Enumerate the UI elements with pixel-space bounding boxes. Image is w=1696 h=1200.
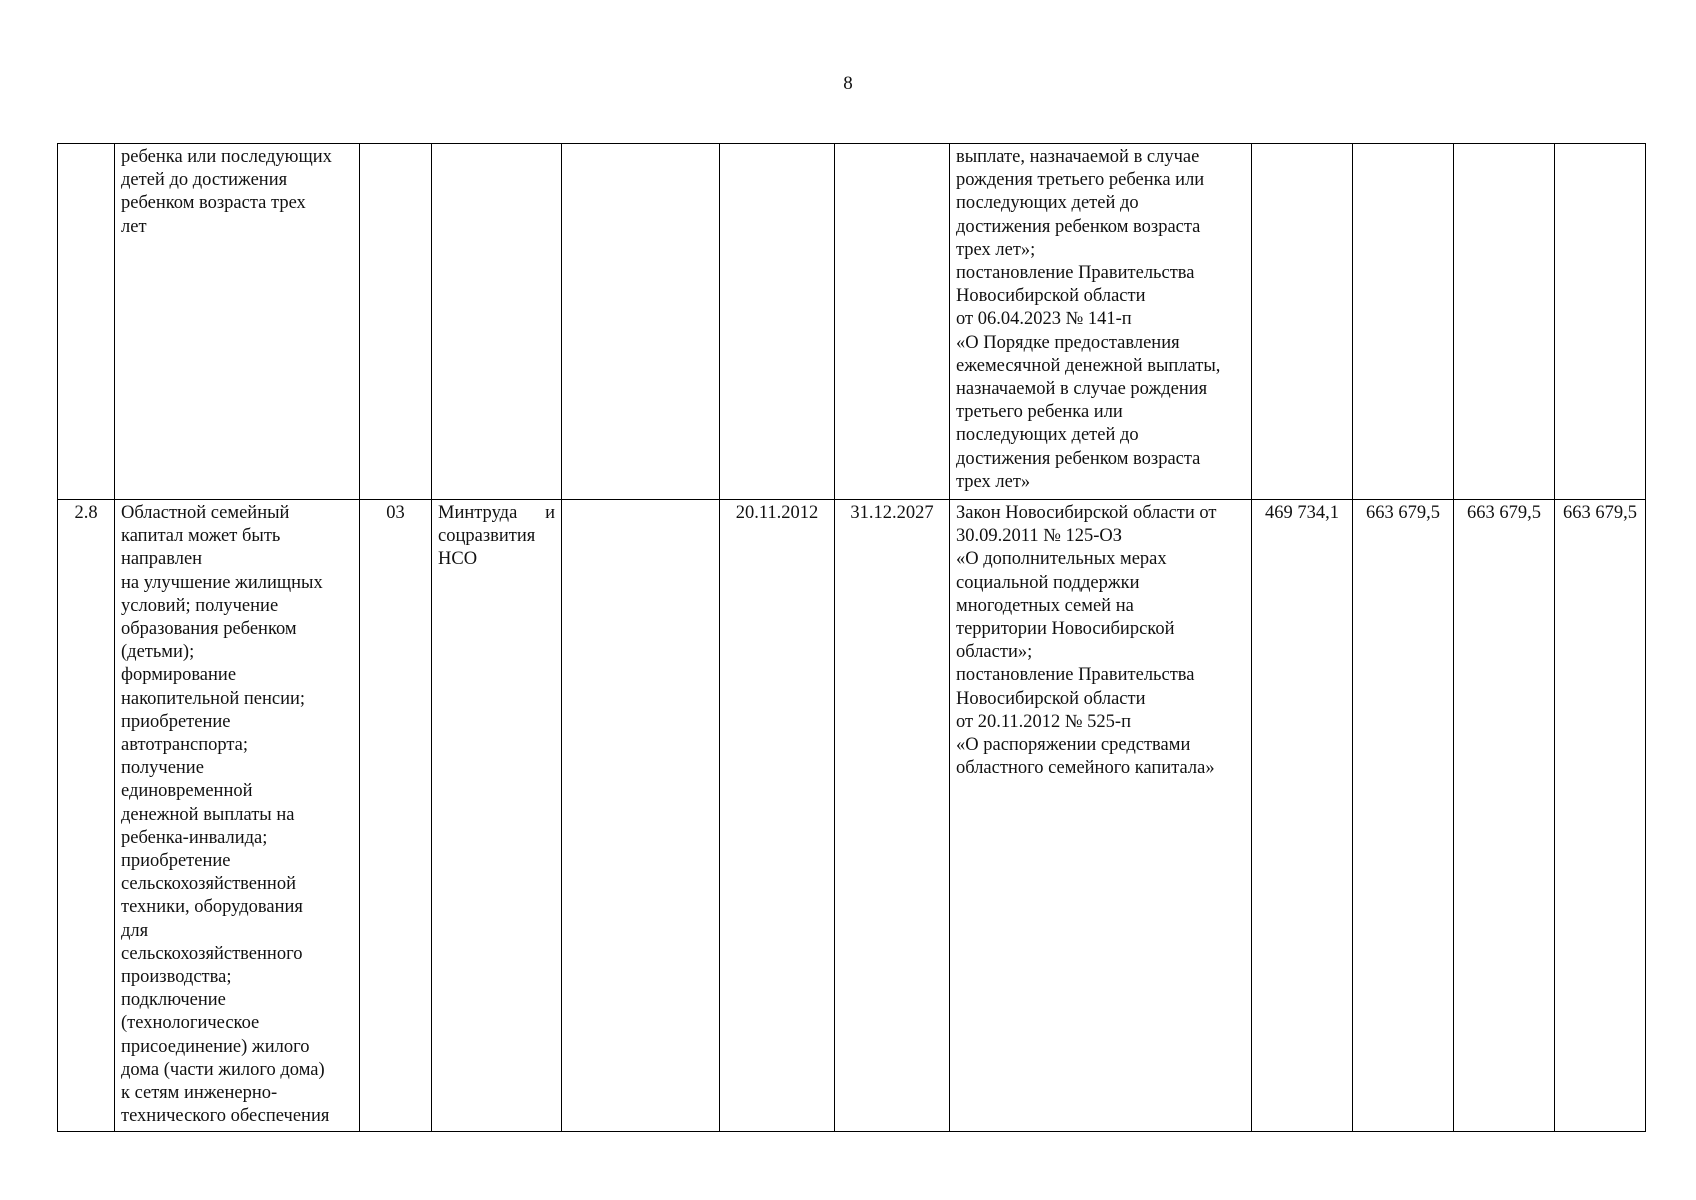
value-cell-1: 469 734,1	[1252, 500, 1353, 1132]
code-cell: 03	[360, 500, 432, 1132]
row-number-cell: 2.8	[58, 500, 115, 1132]
measures-table	[57, 143, 1646, 1132]
code-cell	[360, 144, 432, 500]
value-cell-4	[1555, 144, 1646, 500]
row-number-cell	[58, 144, 115, 500]
value-cell-4: 663 679,5	[1555, 500, 1646, 1132]
table-row	[58, 500, 1646, 1132]
start-date-cell	[720, 144, 835, 500]
end-date-cell	[835, 144, 950, 500]
start-date-cell: 20.11.2012	[720, 500, 835, 1132]
table-row	[58, 144, 1646, 500]
extra-cell	[562, 500, 720, 1132]
page-number: 8	[843, 73, 853, 94]
extra-cell	[562, 144, 720, 500]
measure-description-cell: ребенка или последующих детей до достижения ребенком возраста трех лет	[115, 144, 360, 500]
legal-basis-cell: Закон Новосибирской области от 30.09.2011 № 125-ОЗ «О дополнительных мерах социальной поддержки многодетных семей на территории Новосибирской области»; постановление Правительства Новосибирской области от 20.11.2012 № 525-п «О распоряжении средствами областного семейного капитала»	[950, 500, 1252, 1132]
measure-description-cell: Областной семейный капитал может быть направлен на улучшение жилищных условий; получение образования ребенком (детьми); формирование накопительной пенсии; приобретение автотранспорта; получение единовременной денежной выплаты на ребенка-инвалида; приобретение сельскохозяйственной техники, оборудования для сельскохозяйственного производства; подключение (технологическое присоединение) жилого дома (части жилого дома) к сетям инженерно- технического обеспечения	[115, 500, 360, 1132]
end-date-cell: 31.12.2027	[835, 500, 950, 1132]
value-cell-3: 663 679,5	[1454, 500, 1555, 1132]
value-cell-3	[1454, 144, 1555, 500]
value-cell-2	[1353, 144, 1454, 500]
value-cell-1	[1252, 144, 1353, 500]
legal-basis-cell: выплате, назначаемой в случае рождения третьего ребенка или последующих детей до достижения ребенком возраста трех лет»; постановление Правительства Новосибирской области от 06.04.2023 № 141-п «О Порядке предоставления ежемесячной денежной выплаты, назначаемой в случае рождения третьего ребенка или последующих детей до достижения ребенком возраста трех лет»	[950, 144, 1252, 500]
value-cell-2: 663 679,5	[1353, 500, 1454, 1132]
responsible-owner-cell	[432, 144, 562, 500]
responsible-owner-cell: Минтруда и соцразвития НСО	[432, 500, 562, 1132]
